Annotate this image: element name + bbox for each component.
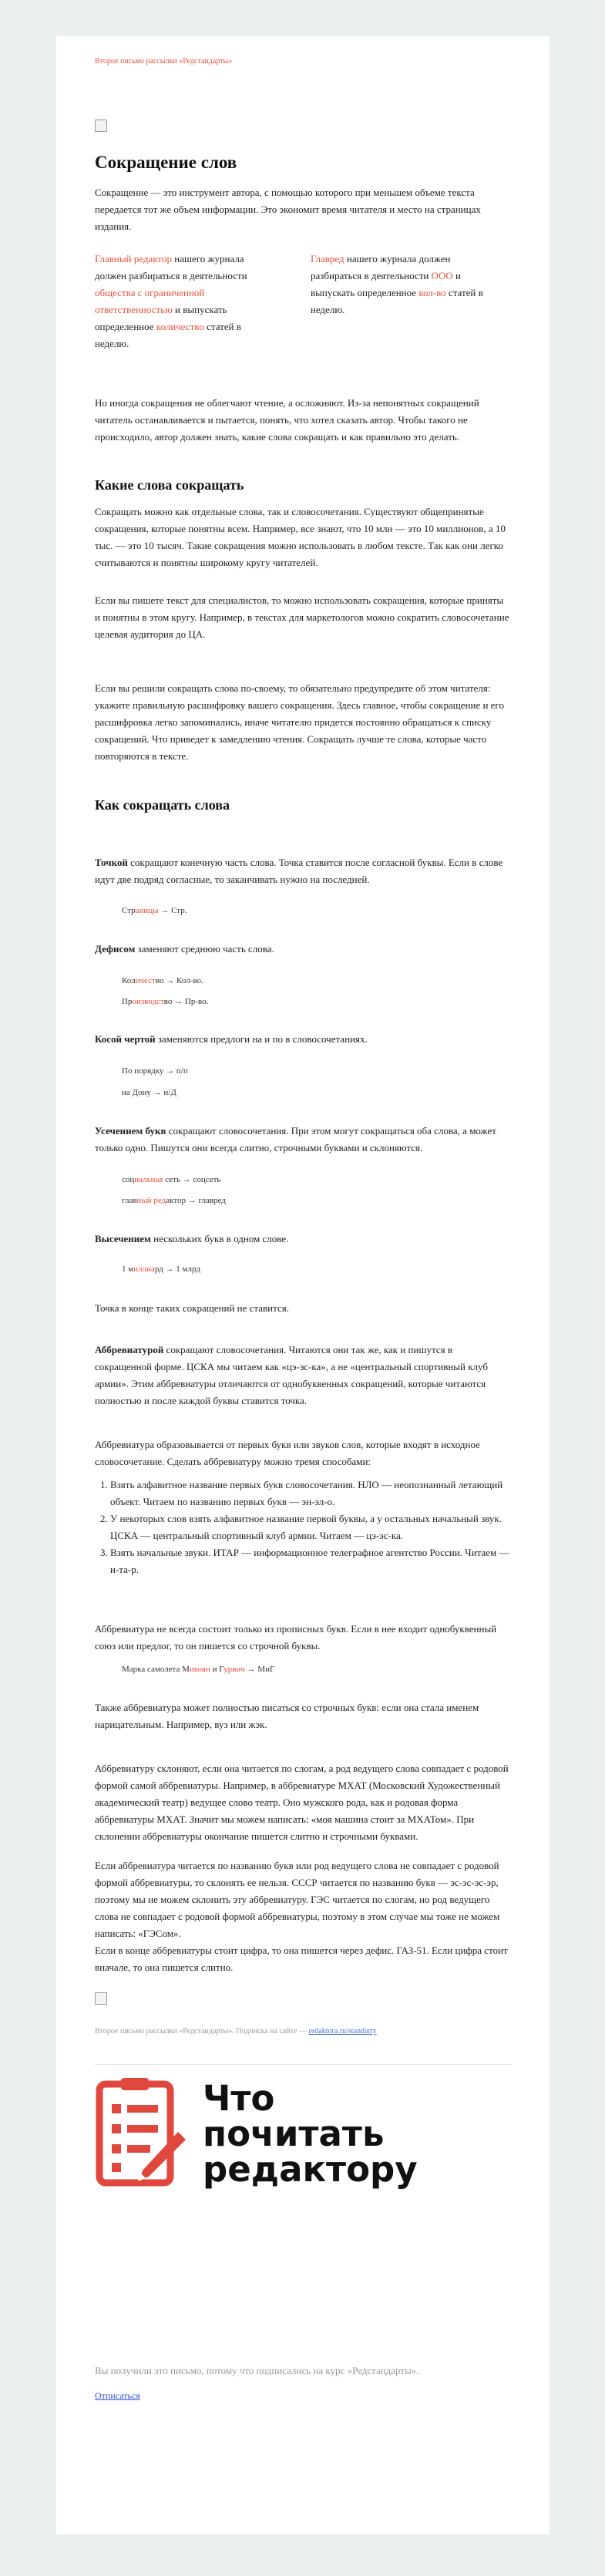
example-cutoff <box>122 1263 200 1275</box>
promo-line: редактору <box>203 2149 418 2190</box>
rule-text: нескольких букв в одном слове. <box>150 1233 289 1244</box>
example-highlight: аницы <box>135 906 159 915</box>
abbr-ways-list <box>95 1477 511 1578</box>
example-part: Стр <box>122 906 136 915</box>
unsubscribe-link[interactable]: Отписаться <box>95 2390 140 2401</box>
plain-text: статей в неделю. <box>311 287 483 315</box>
example-part: Марка самолета М <box>122 1665 190 1674</box>
plain-text: и выпускать определенное <box>311 270 461 298</box>
rule-text: заменяются предлоги на и по в словосочетаниях. <box>155 1033 368 1045</box>
highlight-text: Главный редактор <box>95 253 172 264</box>
which-paragraph-2: Если вы пишете текст для специалистов, то можно использовать сокращения, которые приняты и понятны в этом кругу. Например, в текстах для маркетологов можно сократить словосочетание целевая аудитория до ЦА. <box>95 594 509 640</box>
example-part: Кол <box>122 976 136 985</box>
list-item: 1. Взять алфавитное название первых букв словосочетания. НЛО — неопознанный летающий объект. Читаем по названию первых букв — эн-эл-о. <box>110 1477 511 1510</box>
compare-left <box>95 251 272 352</box>
decl-paragraph: Аббревиатуру склоняют, если она читается по слогам, а род ведущего слова совпадает с родовой формой самой аббревиатуры. Например, в аббревиатуре МХАТ (Московский Художественный академический театр) ведущее слово театр. Оно мужского рода, как и родовая форма аббревиатуры МХАТ. Значит мы можем написать: «моя машина стоит за МХАТом». При склонении аббревиатуры окончание пишется слитно и строчными буквами. <box>95 1763 509 1842</box>
email-card <box>56 36 550 2534</box>
divider <box>95 2064 511 2065</box>
example-slash-1: По порядку → п/п <box>122 1066 188 1076</box>
footnote-text: Второе письмо рассылки «Редстандарты». Подписка на сайте — <box>95 2027 309 2036</box>
term: Усечением букв <box>95 1125 166 1136</box>
example-part: Пр <box>122 997 133 1006</box>
highlight-text: общества с ограниченной ответственностью <box>95 287 205 315</box>
example-mig <box>122 1663 274 1675</box>
example-part: 1 м <box>122 1264 134 1274</box>
example-highlight: оизводст <box>132 997 164 1006</box>
example-cut-2 <box>122 1194 226 1207</box>
highlight-text: кол-во <box>418 287 446 298</box>
example-part: → Стр. <box>158 906 187 915</box>
term: Высечением <box>95 1233 151 1244</box>
term: Точкой <box>95 857 128 868</box>
preheader: Второе письмо рассылки «Редстандарты» <box>95 57 233 66</box>
highlight-text: Главред <box>311 253 345 264</box>
abbr-ways-intro: Аббревиатура образовывается от первых букв или звуков слов, которые входят в исходное словосочетание. Сделать аббревиатуру можно тремя способами: <box>95 1439 480 1467</box>
nodecl-paragraph: Если аббревиатура читается по названию букв или род ведущего слова не совпадает с родовой формой аббревиатуры, то склонять ее нельзя. СССР читается по названию букв — эс-эс-эс-эр, поэтому мы не можем склонить эту аббревиатуру. ГЭС читается по слогам, но род ведущего слова не совпадает с родовой формой аббревиатуры, поэтому в этом случае мы тоже не можем написать: «ГЭСом». <box>95 1860 500 1939</box>
list-item: 2. У некоторых слов взять алфавитное название первой буквы, а у остальных начальный звук. ЦСКА — центральный спортивный клуб армии. Читаем — цэ-эс-ка. <box>110 1510 511 1544</box>
example-highlight: икоян <box>189 1665 210 1674</box>
example-cut-1 <box>122 1174 220 1186</box>
example-part: → МиГ <box>244 1665 275 1674</box>
rule-cut <box>95 1123 511 1157</box>
compare-right <box>311 251 488 318</box>
digit-paragraph: Если в конце аббревиатуры стоит цифра, то она пишется через дефис. ГАЗ-51. Если цифра стоит вначале, то она пишется слитно. <box>95 1945 508 1973</box>
example-part: рд → 1 млрд <box>154 1264 200 1274</box>
rule-dash <box>95 941 511 958</box>
rule-slash <box>95 1031 511 1048</box>
example-highlight: ный ред <box>136 1196 166 1205</box>
example-highlight: урвич <box>224 1665 245 1674</box>
footnote <box>95 2027 377 2036</box>
term: Косой чертой <box>95 1033 156 1045</box>
section-heading-which: Какие слова сокращать <box>95 477 244 493</box>
plain-text: и выпускать определенное <box>95 304 227 332</box>
broken-image-icon <box>95 1992 107 2005</box>
promo-banner[interactable] <box>95 2078 511 2217</box>
section-heading-how: Как сокращать слова <box>95 797 230 813</box>
rule-text: сокращают словосочетания. Читаются они так же, как и пишутся в сокращенной форме. ЦСКА мы читаем как «цэ-эс-ка», а не «центральный спортивный клуб армии». Этим аббревиатуры отличаются от однобуквенных сокращений, которые читаются полностью и после каждой буквы ставится точка. <box>95 1344 488 1406</box>
rule-text: сокращают словосочетания. При этом могут сокращаться оба слова, а может только одно. Пишутся они всегда слитно, строчными буквами и склоняются. <box>95 1125 496 1153</box>
example-part: во → Кол-во. <box>155 976 203 985</box>
plain-text: нашего журнала должен разбираться в деятельности <box>95 253 247 281</box>
rule-text: сокращают конечную часть слова. Точка ставится после согласной буквы. Если в слове идут две подряд согласные, то заканчивать нужно на последней. <box>95 857 503 885</box>
rule-text: заменяют среднюю часть слова. <box>135 943 274 955</box>
promo-line: Что <box>203 2078 275 2119</box>
term: Дефисом <box>95 943 136 955</box>
intro-paragraph-2: Но иногда сокращения не облегчают чтение, а осложняют. Из-за непонятных сокращений читатель останавливается и пытается, понять, что хотел сказать автор. Чтобы такого не происходило, автор должен знать, какие слова сокращать и как правильно это делать. <box>95 397 479 443</box>
checklist-icon <box>95 2078 187 2201</box>
which-paragraph-1: Сокращать можно как отдельные слова, так и словосочетания. Существуют общепринятые сокращения, которые понятны всем. Например, все знают, что 10 млн — это 10 миллионов, а 10 тыс. — это 10 тысяч. Такие сокращения можно использовать в любом тексте. Так как они легко считываются и понятны широкому кругу читателей. <box>95 506 506 568</box>
term: Аббревиатурой <box>95 1344 164 1355</box>
list-item: 3. Взять начальные звуки. ИТАР — информационное телеграфное агентство России. Читаем — и-та-р. <box>110 1544 511 1578</box>
subscribe-link[interactable]: redaktora.ru/standarty <box>308 2027 377 2036</box>
example-slash-2: на Дону → н/Д <box>122 1088 176 1097</box>
caps-paragraph: Аббревиатура не всегда состоит только из прописных букв. Если в нее входит однобуквенный союз или предлог, то он пишется со строчной буквы. <box>95 1623 497 1652</box>
promo-line: почитать <box>203 2113 385 2154</box>
example-part: соц <box>122 1175 135 1184</box>
promo-title <box>203 2078 418 2190</box>
highlight-text: ООО <box>431 270 453 281</box>
highlight-text: количество <box>156 321 204 332</box>
plain-text: статей в неделю. <box>95 321 241 349</box>
example-highlight: иллиа <box>133 1264 155 1274</box>
rule-abbr <box>95 1342 511 1409</box>
rule-dot <box>95 854 511 888</box>
example-part: сеть → соцсеть <box>163 1175 221 1184</box>
plain-text: нашего журнала должен разбираться в деятельности <box>311 253 451 281</box>
page-title: Сокращение слов <box>95 153 237 172</box>
broken-image-icon <box>95 120 107 132</box>
lower-paragraph: Также аббревиатура может полностью писаться со строчных букв: если она стала именем нарицательным. Например, вуз или жэк. <box>95 1702 479 1730</box>
example-part: во → Пр-во. <box>163 997 209 1006</box>
example-part: глав <box>122 1196 137 1205</box>
example-dash-2 <box>122 995 208 1008</box>
example-highlight: ичест <box>135 976 156 985</box>
example-highlight: иальная <box>134 1175 163 1184</box>
example-part: актор → главред <box>166 1196 226 1205</box>
example-dot <box>122 904 187 917</box>
intro-paragraph: Сокращение — это инструмент автора, с помощью которого при меньшем объеме текста передается тот же объем информации. Это экономит время читателя и место на страницах издания. <box>95 187 481 232</box>
which-paragraph-3: Если вы решили сокращать слова по-своему, то обязательно предупредите об этом читателя: укажите правильную расшифровку вашего сокращения. Здесь главное, чтобы сокращение и его расшифровка легко запоминались, иначе читателю придется постоянно обращаться к списку сокращений. Что приведет к замедлению чтения. Сокращать лучше те слова, которые часто повторяются в тексте. <box>95 682 504 762</box>
example-part: и Г <box>210 1665 224 1674</box>
example-dash-1 <box>122 975 203 987</box>
no-dot-paragraph: Точка в конце таких сокращений не ставится. <box>95 1302 289 1314</box>
bottom-note: Вы получили это письмо, потому что подписались на курс «Редстандарты». <box>95 2365 419 2376</box>
rule-cutoff <box>95 1231 511 1248</box>
